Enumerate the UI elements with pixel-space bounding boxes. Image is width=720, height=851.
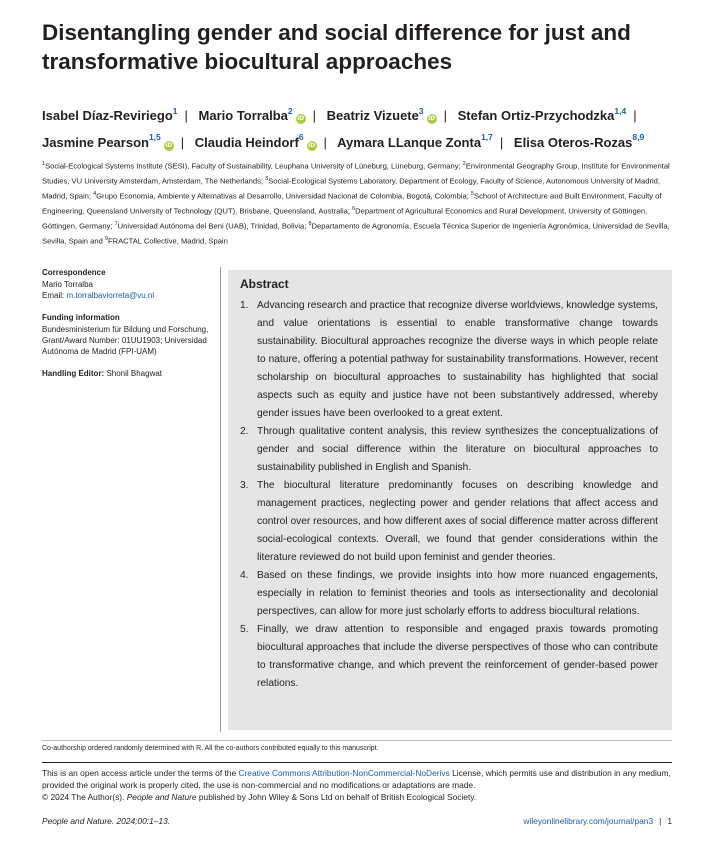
author <box>513 132 645 150</box>
affiliation-text: Social-Ecological Systems Laboratory, Department of Ecology, Faculty of Science, Autonomous University of Madrid, Madrid, Spain; <box>42 176 661 201</box>
author <box>458 108 627 123</box>
author-separator: | <box>443 108 447 124</box>
author-affiliation-ref[interactable]: 3 <box>418 106 424 116</box>
license-suffix: License, which permits use and distribution in any medium, provided the original work is properly cited, the use is non-commercial and no modifications or adaptations are made. <box>42 768 671 790</box>
abstract-item <box>240 477 658 567</box>
abstract-item-text: Advancing research and practice that recognize diverse worldviews, knowledge systems, and value orientations is essential to enable transformative change towards sustainability. Biocultural approaches recognize the diverse ways in which people relate to nature, offering a potential pathway for sustainability transformations. However, recent scholarship on biocultural approaches to sustainability has highlighted that social aspects such as equity and justice have not been substantively addressed, whereby gender issues have been overlooked to a great extent. <box>257 300 658 419</box>
abstract-item-number: 2. <box>240 426 249 437</box>
author-name: Aymara LLanque Zonta <box>337 134 482 150</box>
affiliation-text: School of Architecture and Built Environment, Faculty of Engineering, Queensland University of Technology (QUT), Brisbane, Queensland, Australia; <box>42 191 662 216</box>
abstract-item <box>240 423 658 477</box>
author <box>337 132 493 150</box>
author <box>194 132 317 150</box>
journal-citation: People and Nature. 2024;00:1–13. <box>42 816 171 826</box>
orcid-icon[interactable]: iD <box>165 141 173 149</box>
editor-name: Shonil Bhagwat <box>106 369 163 378</box>
license-notice <box>42 767 672 803</box>
affiliation-text: Environmental Geography Group, Institute for Environmental Studies, VU University Amsterdam, Amsterdam, The Netherlands; <box>42 161 670 186</box>
funding-block <box>42 312 210 357</box>
copyright-suffix: published by John Wiley & Sons Ltd on behalf of British Ecological Society. <box>196 792 477 802</box>
affiliation-number: 2 <box>462 161 466 167</box>
editor-label: Handling Editor: <box>42 369 107 378</box>
affiliation-text: Department of Agricultural Economics and Rural Development, University of Göttingen, Göttingen, Germany; <box>42 206 648 231</box>
copyright-journal: People and Nature <box>126 792 197 802</box>
correspondence-label: Correspondence <box>42 268 106 277</box>
coauthorship-note: Co-authorship ordered randomly determined with R. All the co-authors contributed equally to this manuscript. <box>42 745 379 752</box>
license-divider <box>42 762 672 763</box>
article-title: Disentangling gender and social difference for just and transformative biocultural approaches <box>42 20 631 74</box>
affiliation-number: 6 <box>352 205 356 212</box>
abstract-list <box>240 297 658 693</box>
author-affiliation-ref[interactable]: 8,9 <box>632 132 645 143</box>
author-name: Jasmine Pearson <box>42 134 149 150</box>
affiliation-number: 4 <box>93 190 97 197</box>
affiliations <box>42 158 682 248</box>
email-line <box>42 290 210 301</box>
article-sidebar <box>42 267 210 390</box>
affiliation-text: FRACTAL Collective, Madrid, Spain <box>107 236 228 246</box>
abstract-item-text: The biocultural literature predominantly focuses on describing knowledge and management practices, neglecting power and gender relations that affect access and control over resources, and how different axes of social difference matter across different social-ecological contexts. Overall, we found that gender considerations within the literature reviewed do not build upon feminist and gender theories. <box>257 480 658 563</box>
author <box>199 108 306 123</box>
author-affiliation-ref[interactable]: 2 <box>287 106 293 116</box>
affiliation-number: 8 <box>308 220 312 227</box>
license-link[interactable]: Creative Commons Attribution-NonCommercial-NoDerivs <box>238 768 450 778</box>
author-name: Stefan Ortiz-Przychodzka <box>457 108 615 124</box>
author-separator: | <box>633 108 637 124</box>
author-affiliation-ref[interactable]: 6 <box>298 132 304 143</box>
copyright-prefix: © 2024 The Author(s). <box>42 792 127 802</box>
author-name: Mario Torralba <box>198 108 288 124</box>
abstract-heading: Abstract <box>240 277 289 291</box>
orcid-icon[interactable]: iD <box>308 141 316 149</box>
author-affiliation-ref[interactable]: 1 <box>172 106 178 116</box>
author-name: Beatriz Vizuete <box>326 108 419 124</box>
affiliation-text: Social-Ecological Systems Institute (SESI), Faculty of Sustainability, Leuphana University of Lüneburg, Lüneburg, Germany; <box>45 161 463 171</box>
author-separator: | <box>180 134 185 150</box>
affiliation-text: Departamento de Agronomía, Escuela Técnica Superior de Ingeniería Agronómica, Universidad de Sevilla, Sevilla, Spain and <box>42 221 670 246</box>
author-separator: | <box>499 134 504 150</box>
affiliation-number: 7 <box>114 220 118 227</box>
author-separator: | <box>184 108 188 124</box>
abstract-item <box>240 567 658 621</box>
abstract-item-number: 1. <box>240 300 249 311</box>
footnote-divider <box>42 740 672 741</box>
orcid-icon[interactable]: iD <box>297 115 305 123</box>
affiliation-number: 3 <box>265 175 269 182</box>
column-divider <box>220 267 221 732</box>
correspondence-name: Mario Torralba <box>42 280 93 289</box>
email-link[interactable]: m.torralbaviorreta@vu.nl <box>66 291 155 300</box>
affiliation-number: 5 <box>470 190 475 197</box>
author-name: Isabel Díaz-Reviriego <box>42 108 173 124</box>
author-affiliation-ref[interactable]: 1,5 <box>148 132 161 143</box>
abstract-item-text: Finally, we draw attention to responsible and engaged praxis towards promoting biocultural approaches that include the diverse perspectives of those who can contribute to transformative change, and which prevent the reinforcement of gender-based power relations. <box>257 624 658 689</box>
affiliation-number: 9 <box>104 235 108 242</box>
page-footer <box>523 816 672 826</box>
license-prefix: This is an open access article under the terms of the <box>42 768 239 778</box>
author-name: Claudia Heindorf <box>194 134 299 150</box>
footer-separator: | <box>659 816 662 826</box>
abstract-item-number: 4. <box>240 570 249 581</box>
affiliation-text: Universidad Autónoma del Beni (UAB), Trinidad, Bolivia; <box>117 221 309 231</box>
author <box>42 108 178 123</box>
author <box>42 132 174 150</box>
author-separator: | <box>323 134 327 150</box>
abstract-item <box>240 297 658 423</box>
author-name: Elisa Oteros-Rozas <box>513 134 633 150</box>
page-number: 1 <box>667 816 672 826</box>
abstract-item <box>240 621 658 693</box>
affiliation-text: Grupo Economía, Ambiente y Alternativas al Desarrollo, Universidad Nacional de Colombia, Bogotá, Colombia; <box>96 191 471 201</box>
abstract-item-number: 5. <box>240 624 249 635</box>
author-separator: | <box>312 108 316 124</box>
author-affiliation-ref[interactable]: 1,7 <box>481 132 493 143</box>
author-list <box>42 101 682 154</box>
affiliation-number: 1 <box>42 161 46 167</box>
funding-label: Funding information <box>42 313 120 322</box>
author <box>327 108 437 123</box>
email-label: Email: <box>42 291 67 300</box>
editor-block <box>42 368 210 379</box>
abstract-item-text: Through qualitative content analysis, this review synthesizes the conceptualizations of gender and social difference within the literature on biocultural approaches to sustainability published in English and Spanish. <box>257 426 658 473</box>
correspondence-block <box>42 267 210 301</box>
abstract-box <box>228 270 672 730</box>
abstract-item-text: Based on these findings, we provide insights into how more nuanced engagements, especially in relation to feminist theories and tools as intersectionality and decolonial perspectives, can allow for more just scholarly efforts to address biocultural relations. <box>257 570 658 617</box>
author-affiliation-ref[interactable]: 1,4 <box>614 106 627 116</box>
funding-text: Bundesministerium für Bildung und Forschung, Grant/Award Number: 01UU1903; Universidad Autónoma de Madrid (FPI-UAM) <box>42 325 209 356</box>
abstract-item-number: 3. <box>240 480 249 491</box>
orcid-icon[interactable]: iD <box>428 115 436 123</box>
journal-url[interactable]: wileyonlinelibrary.com/journal/pan3 <box>523 816 654 826</box>
